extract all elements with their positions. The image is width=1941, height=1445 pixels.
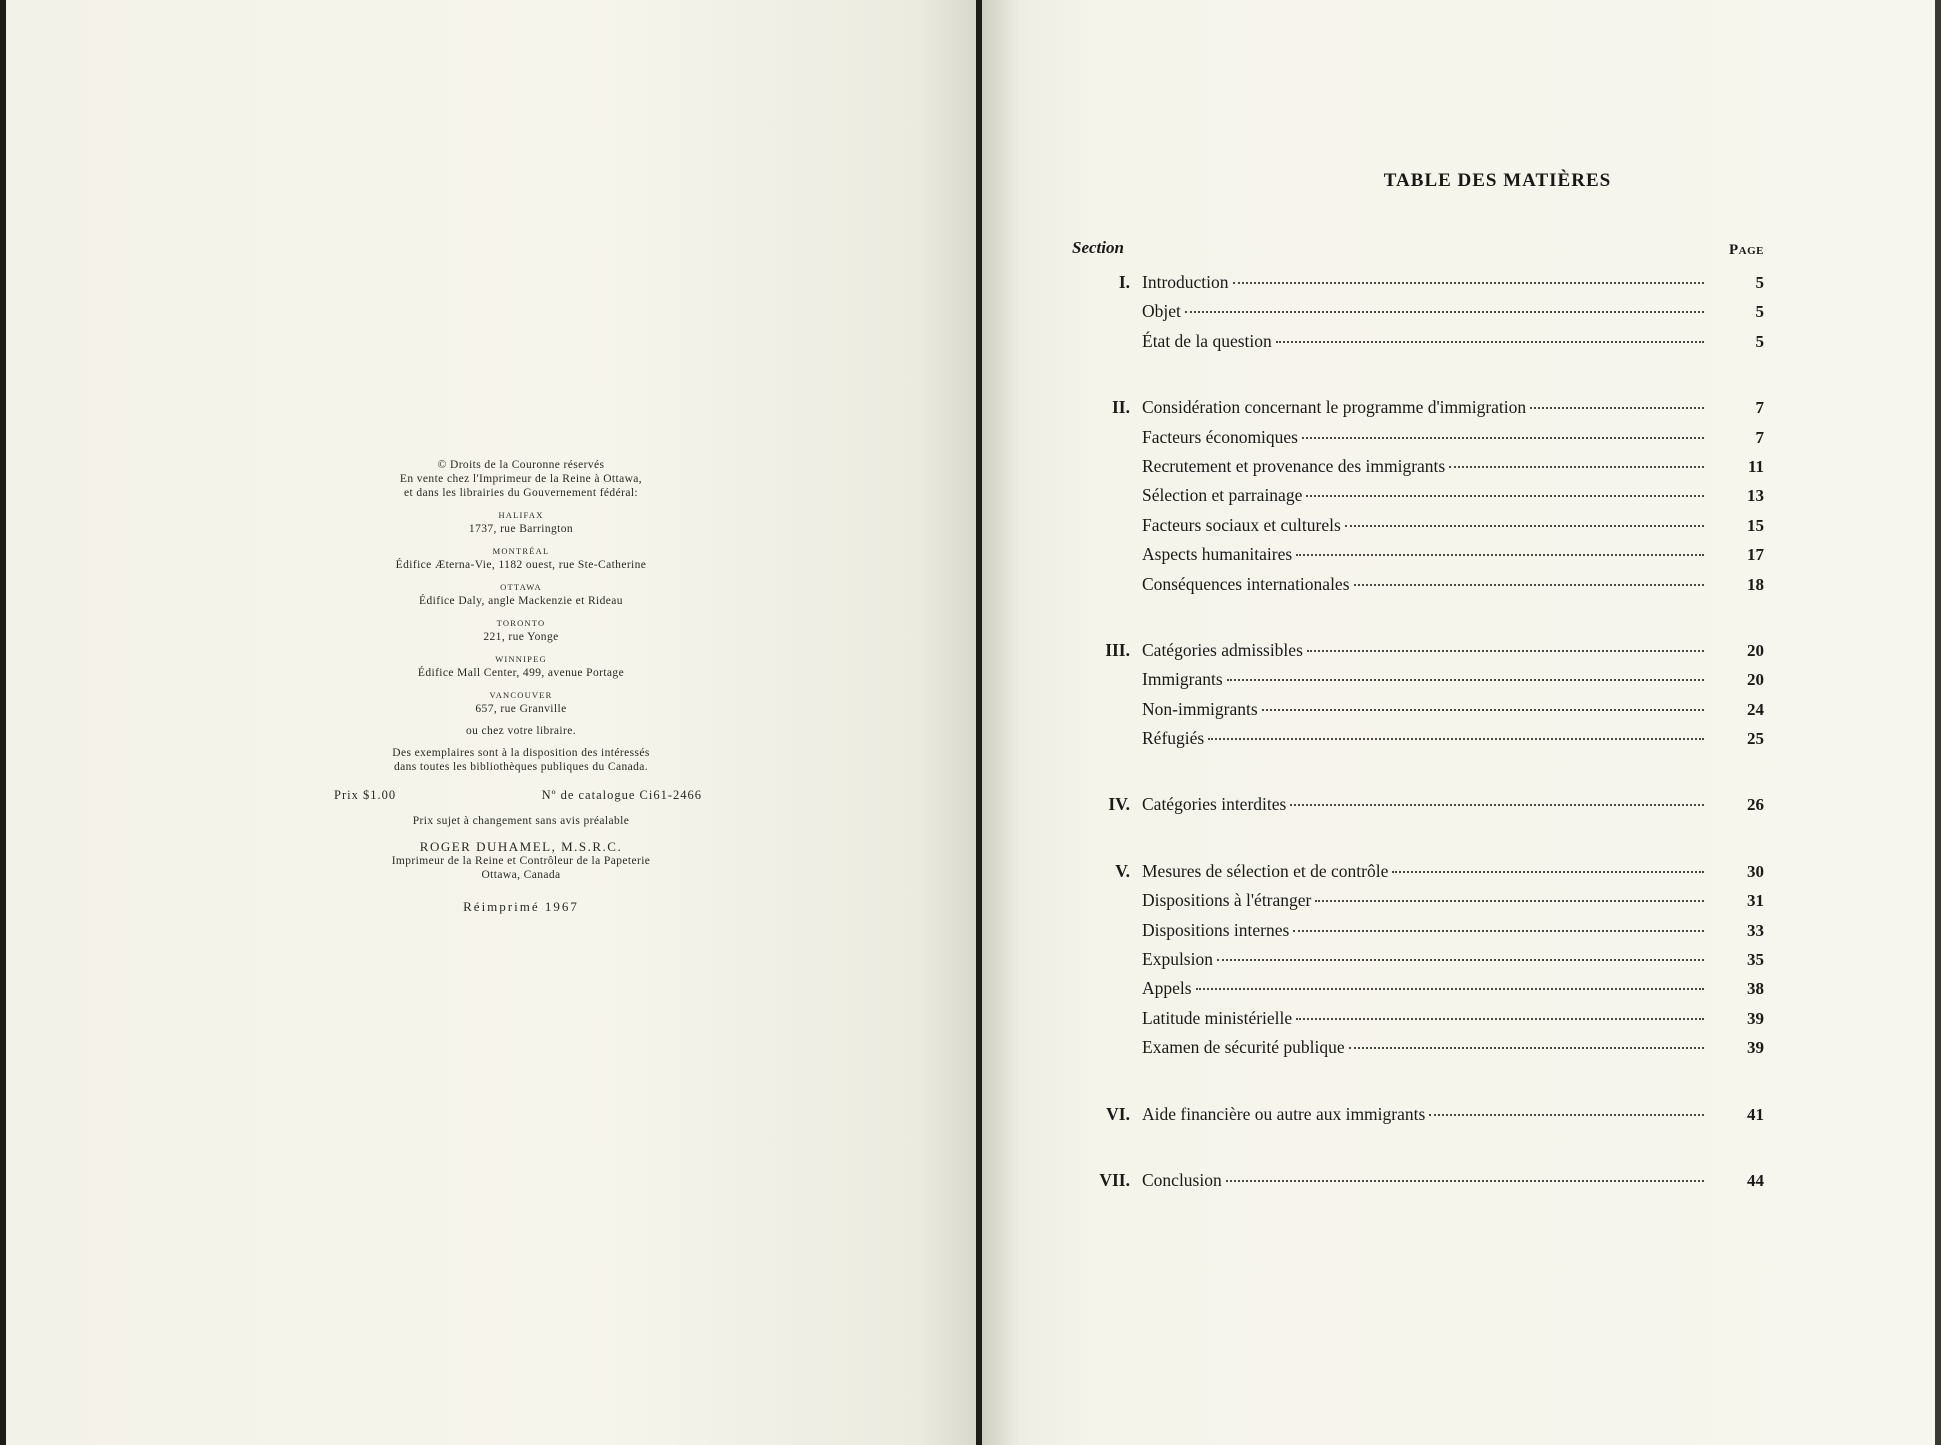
toc-entry <box>1074 794 1764 823</box>
entry-title: Non-immigrants <box>1142 698 1258 719</box>
page-number: 5 <box>1755 302 1764 322</box>
dot-leader <box>1276 341 1704 343</box>
toc-entry <box>1074 728 1764 757</box>
location-address: 1737, rue Barrington <box>468 523 574 535</box>
location-city: HALIFAX <box>498 510 544 520</box>
imprint-block <box>326 458 716 914</box>
entry-title: Conséquences internationales <box>1142 573 1350 594</box>
toc-section-group <box>1074 272 1764 360</box>
page-number: 41 <box>1747 1104 1764 1124</box>
section-column-label: Section <box>1072 238 1124 257</box>
toc-title: TABLE DES MATIÈRES <box>1383 170 1612 191</box>
entry-title: Sélection et parrainage <box>1142 485 1303 506</box>
entry-title: Conclusion <box>1142 1169 1222 1190</box>
location-city: VANCOUVER <box>489 690 553 700</box>
dot-leader <box>1296 554 1704 556</box>
section-number: V. <box>1115 860 1130 881</box>
toc-entry <box>1074 272 1764 301</box>
toc-entry <box>1074 920 1764 949</box>
page-number: 24 <box>1747 699 1764 719</box>
page-number: 7 <box>1755 427 1764 447</box>
section-number: III. <box>1105 639 1130 660</box>
entry-title: Latitude ministérielle <box>1142 1007 1293 1028</box>
toc-section-group <box>1074 397 1764 603</box>
toc-section-group <box>1074 861 1764 1067</box>
entry-title: État de la question <box>1142 330 1272 351</box>
printer-place: Ottawa, Canada <box>481 869 561 881</box>
price: Prix $1.00 <box>334 788 397 802</box>
toc-entry <box>1074 978 1764 1007</box>
dot-leader <box>1208 738 1704 740</box>
page-number: 35 <box>1747 950 1764 970</box>
dot-leader <box>1306 495 1704 497</box>
entry-title: Introduction <box>1142 272 1229 292</box>
section-number: VI. <box>1106 1103 1130 1124</box>
dot-leader <box>1349 1047 1704 1049</box>
toc-entry <box>1074 949 1764 978</box>
copyright-line: © Droits de la Couronne réservés <box>437 459 605 471</box>
dot-leader <box>1345 525 1704 527</box>
entry-title: Réfugiés <box>1142 728 1205 749</box>
page-number: 20 <box>1747 670 1764 690</box>
dot-leader <box>1226 1180 1704 1182</box>
entry-title: Considération concernant le programme d'immigration <box>1142 397 1527 418</box>
toc-entry <box>1074 544 1764 573</box>
page-number: 11 <box>1747 456 1764 476</box>
location-address: 657, rue Granville <box>475 703 567 715</box>
page-number: 39 <box>1747 1038 1764 1058</box>
table-of-contents <box>1074 272 1764 1236</box>
catalogue-number: Nº de catalogue Ci61-2466 <box>541 788 702 802</box>
location-address: Édifice Daly, angle Mackenzie et Rideau <box>419 595 623 607</box>
location-city: TORONTO <box>496 618 546 628</box>
toc-section-group <box>1074 1104 1764 1133</box>
toc-entry <box>1074 1170 1764 1199</box>
dot-leader <box>1185 311 1704 313</box>
dot-leader <box>1290 804 1704 806</box>
dot-leader <box>1354 584 1704 586</box>
printer-title: Imprimeur de la Reine et Contrôleur de la Papeterie <box>391 855 651 867</box>
toc-entry <box>1074 515 1764 544</box>
toc-entry <box>1074 574 1764 603</box>
page-edge <box>1935 0 1941 1445</box>
entry-title: Dispositions à l'étranger <box>1142 890 1312 911</box>
page-column-label: Page <box>1729 242 1764 258</box>
page-number: 18 <box>1747 574 1764 594</box>
sale-line-1: En vente chez l'Imprimeur de la Reine à Ottawa, <box>399 473 643 485</box>
page-number: 38 <box>1747 979 1764 999</box>
entry-title: Expulsion <box>1142 949 1213 970</box>
entry-title: Aspects humanitaires <box>1142 544 1293 565</box>
printer-name: ROGER DUHAMEL, M.S.R.C. <box>419 839 623 854</box>
toc-entry <box>1074 301 1764 330</box>
page-number: 20 <box>1747 640 1764 660</box>
dot-leader <box>1262 709 1704 711</box>
toc-entry <box>1074 1037 1764 1066</box>
toc-entry <box>1074 669 1764 698</box>
page-number: 33 <box>1747 920 1764 940</box>
page-number: 30 <box>1747 861 1764 881</box>
page-number: 5 <box>1755 331 1764 351</box>
entry-title: Dispositions internes <box>1142 919 1290 940</box>
locations-list <box>326 508 716 716</box>
price-note: Prix sujet à changement sans avis préalable <box>412 815 630 827</box>
page-number: 5 <box>1755 273 1764 292</box>
dot-leader <box>1315 900 1704 902</box>
dot-leader <box>1302 437 1704 439</box>
entry-title: Immigrants <box>1142 669 1223 690</box>
entry-title: Catégories interdites <box>1142 794 1287 815</box>
toc-entry <box>1074 397 1764 426</box>
entry-title: Aide financière ou autre aux immigrants <box>1142 1103 1426 1124</box>
section-number: I. <box>1118 272 1130 292</box>
toc-section-group <box>1074 794 1764 823</box>
toc-entry <box>1074 331 1764 360</box>
toc-entry <box>1074 1008 1764 1037</box>
toc-entry <box>1074 699 1764 728</box>
left-page <box>6 0 976 1445</box>
dot-leader <box>1530 407 1704 409</box>
location-address: 221, rue Yonge <box>483 631 559 643</box>
section-number: IV. <box>1108 794 1130 815</box>
entry-title: Appels <box>1142 978 1192 999</box>
toc-entry <box>1074 427 1764 456</box>
dot-leader <box>1233 282 1704 284</box>
toc-entry <box>1074 485 1764 514</box>
reprint-line: Réimprimé 1967 <box>463 899 579 914</box>
dot-leader <box>1217 959 1704 961</box>
copies-line-2: dans toutes les bibliothèques publiques du Canada. <box>393 761 649 773</box>
right-page <box>982 0 1941 1445</box>
dot-leader <box>1227 679 1704 681</box>
toc-section-group <box>1074 1170 1764 1199</box>
toc-entry <box>1074 1104 1764 1133</box>
copies-line-1: Des exemplaires sont à la disposition des intéressés <box>392 747 650 759</box>
toc-entry <box>1074 456 1764 485</box>
dot-leader <box>1392 871 1704 873</box>
entry-title: Facteurs sociaux et culturels <box>1142 514 1341 535</box>
toc-entry <box>1074 890 1764 919</box>
entry-title: Objet <box>1142 301 1181 322</box>
page-number: 26 <box>1747 795 1764 815</box>
section-number: VII. <box>1099 1169 1130 1190</box>
page-number: 13 <box>1747 486 1764 506</box>
page-number: 31 <box>1747 891 1764 911</box>
dot-leader <box>1429 1114 1704 1116</box>
entry-title: Recrutement et provenance des immigrants <box>1142 455 1446 476</box>
location-city: OTTAWA <box>500 582 542 592</box>
dot-leader <box>1449 466 1704 468</box>
entry-title: Examen de sécurité publique <box>1142 1037 1345 1058</box>
location-address: Édifice Æterna-Vie, 1182 ouest, rue Ste-Catherine <box>395 559 647 571</box>
sale-line-2: et dans les librairies du Gouvernement fédéral: <box>403 487 639 499</box>
page-number: 44 <box>1747 1170 1764 1190</box>
page-number: 25 <box>1747 729 1764 749</box>
bookseller-line: ou chez votre libraire. <box>465 725 577 737</box>
entry-title: Catégories admissibles <box>1142 639 1303 660</box>
dot-leader <box>1296 1018 1704 1020</box>
dot-leader <box>1293 930 1704 932</box>
price-row <box>326 788 716 802</box>
toc-section-group <box>1074 640 1764 758</box>
location-address: Édifice Mall Center, 499, avenue Portage <box>417 667 625 679</box>
page-number: 39 <box>1747 1008 1764 1028</box>
page-number: 7 <box>1755 398 1764 418</box>
dot-leader <box>1307 650 1704 652</box>
dot-leader <box>1196 988 1704 990</box>
entry-title: Mesures de sélection et de contrôle <box>1142 860 1389 881</box>
page-number: 17 <box>1747 545 1764 565</box>
entry-title: Facteurs économiques <box>1142 426 1298 447</box>
toc-entry <box>1074 640 1764 669</box>
page-number: 15 <box>1747 515 1764 535</box>
toc-entry <box>1074 861 1764 890</box>
location-city: MONTRÉAL <box>492 546 550 556</box>
section-number: II. <box>1112 397 1130 418</box>
location-city: WINNIPEG <box>495 654 547 664</box>
